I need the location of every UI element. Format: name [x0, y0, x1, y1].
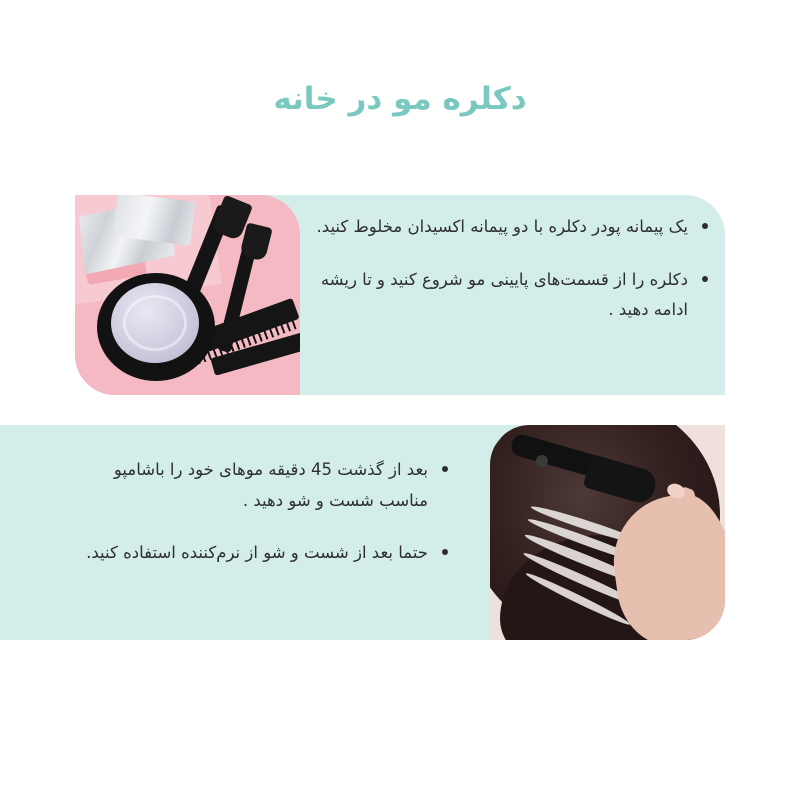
bullet-dot-icon: [442, 549, 448, 555]
list-item: [310, 212, 710, 243]
list-item: [60, 455, 450, 516]
list-item-text: بعد از گذشت 45 دقیقه موهای خود را باشامپو مناسب شست و شو دهید .: [113, 460, 428, 510]
bleach-bowl-and-brushes-photo: [75, 195, 300, 395]
bullet-dot-icon: [702, 276, 708, 282]
list-item-text: دکلره را از قسمت‌های پایینی مو شروع کنید و تا ریشه ادامه دهید .: [320, 269, 688, 320]
list-item-text: حتما بعد از شست و شو از نرم‌کننده استفاده کنید.: [86, 543, 428, 563]
section-1-bullet-list: [310, 212, 710, 326]
list-item-text: یک پیمانه پودر دکلره با دو پیمانه اکسیدان مخلوط کنید.: [316, 217, 688, 236]
hair-bleaching-on-head-photo: [490, 425, 725, 640]
section-2-bullet-list: [60, 455, 450, 569]
bullet-dot-icon: [702, 223, 708, 229]
bullet-dot-icon: [442, 466, 448, 472]
list-item: [60, 538, 450, 569]
list-item: [310, 265, 710, 326]
page-title: دکلره مو در خانه: [273, 81, 527, 117]
